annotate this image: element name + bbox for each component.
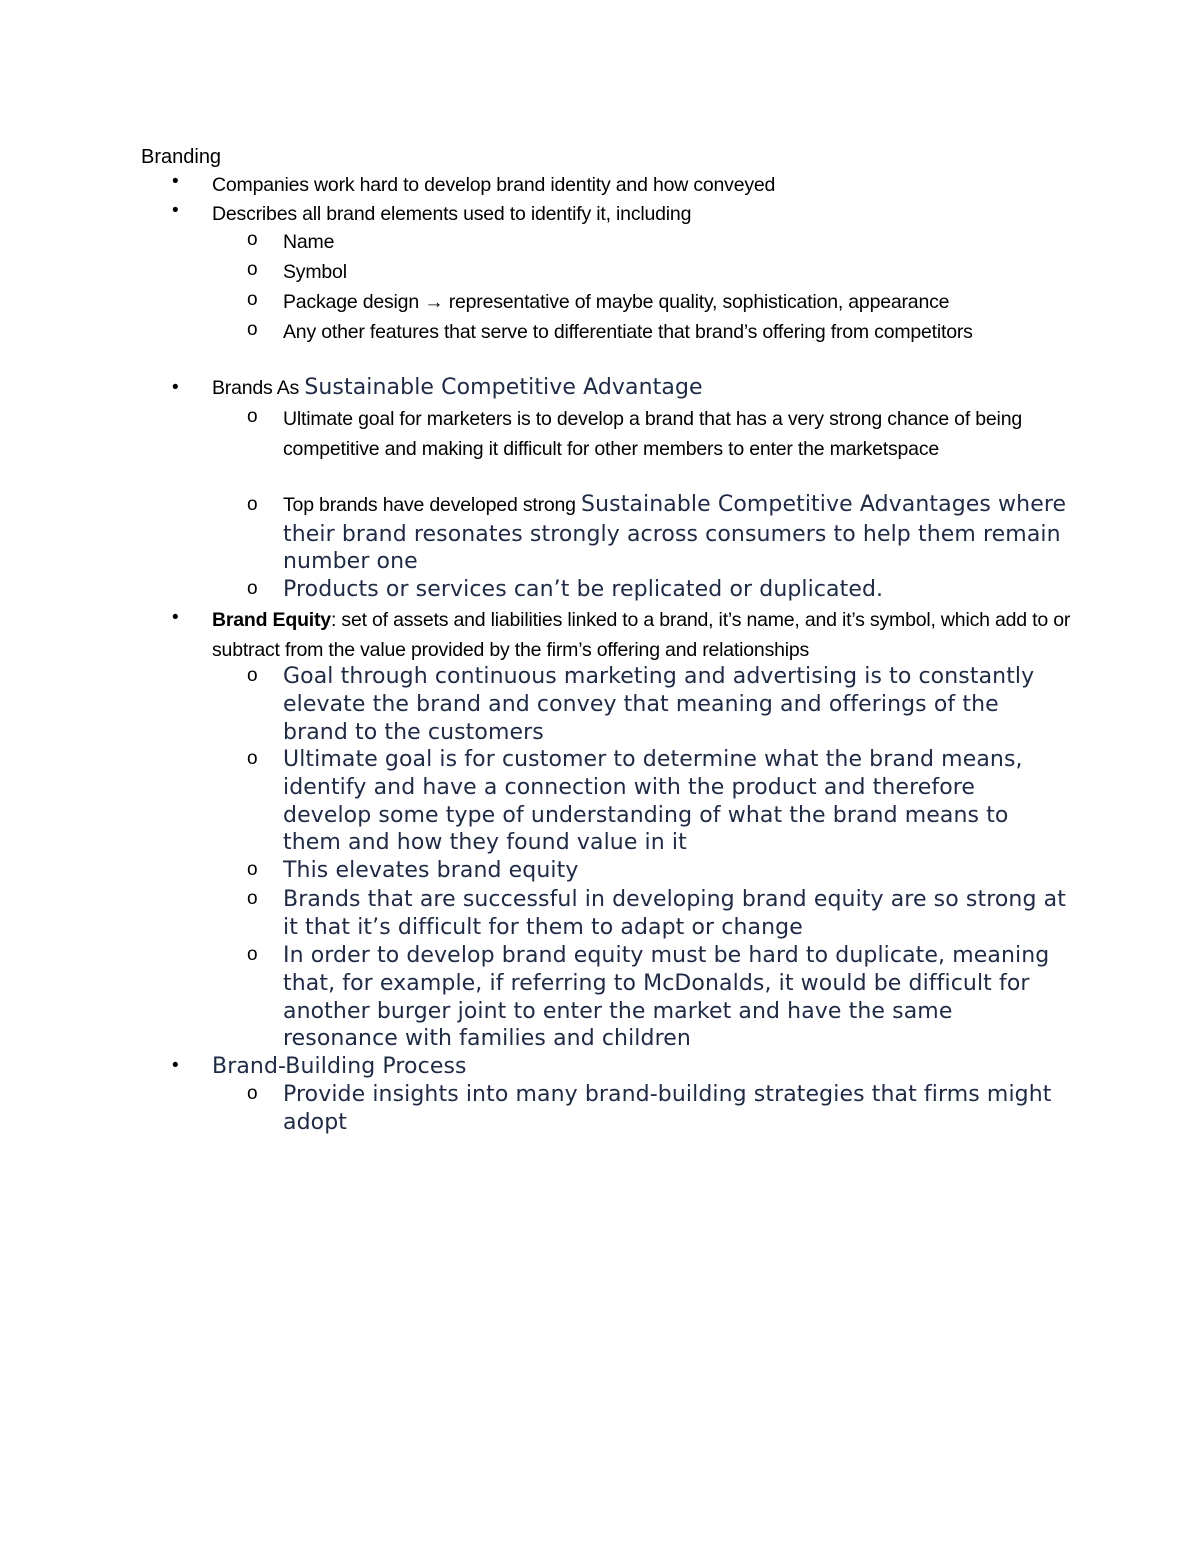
bullet-brand-equity <box>212 606 1080 665</box>
bullet-marker: • <box>172 377 179 398</box>
bullet-marker: • <box>172 1055 179 1076</box>
sub-bullet-marker: o <box>247 229 258 250</box>
sub-item-not-replicated: Products or services can’t be replicated or duplicated. <box>283 577 884 602</box>
bullet-brand-elements: Describes all brand elements used to identify it, including <box>212 203 692 225</box>
sub-bullet-marker: o <box>247 259 258 280</box>
sub-bullet-marker: o <box>247 319 258 340</box>
sub-bullet-marker: o <box>247 289 258 310</box>
bullet-sustainable-advantage <box>212 374 1080 404</box>
bullet-brand-building-process: Brand-Building Process <box>212 1054 467 1079</box>
sub-item-insights: Provide insights into many brand-building strategies that firms might adopt <box>283 1082 1052 1135</box>
arrow-right-icon: → <box>424 291 444 313</box>
bullet-brand-identity: Companies work hard to develop brand identity and how conveyed <box>212 174 776 196</box>
sub-bullet-marker: o <box>247 888 258 909</box>
sub-item-continuous-marketing: Goal through continuous marketing and advertising is to constantly elevate the brand and convey that meaning and offerings of the brand to the customers <box>283 664 1035 745</box>
sub-item-symbol: Symbol <box>283 261 347 283</box>
bullet-marker: • <box>172 607 179 628</box>
top-brands-desc: Sustainable Competitive Advantages where their brand resonates strongly across consumers to help them remain number one <box>283 492 1067 575</box>
sca-label: Sustainable Competitive Advantage <box>304 375 703 400</box>
top-brands-label: Top brands have developed strong <box>283 494 582 516</box>
sub-item-hard-to-change: Brands that are successful in developing brand equity are so strong at it that it’s difficult for them to adapt or change <box>283 887 1066 940</box>
bullet-marker: • <box>172 171 179 192</box>
bullet-marker: • <box>172 200 179 221</box>
sub-bullet-marker: o <box>247 944 258 965</box>
brand-equity-term: Brand Equity <box>212 609 331 631</box>
sub-bullet-marker: o <box>247 665 258 686</box>
package-design-label: Package design <box>283 291 425 313</box>
sub-bullet-marker: o <box>247 494 258 515</box>
sub-item-name: Name <box>283 231 335 253</box>
brand-equity-definition: : set of assets and liabilities linked to a brand, it’s name, and it’s symbol, which add to or subtract from the value provided by the firm’s offering and relationships <box>212 609 1071 661</box>
sub-bullet-marker: o <box>247 578 258 599</box>
sub-item-elevates-equity: This elevates brand equity <box>283 858 579 883</box>
sub-bullet-marker: o <box>247 859 258 880</box>
sub-bullet-marker: o <box>247 1083 258 1104</box>
sub-bullet-marker: o <box>247 748 258 769</box>
brands-as-label: Brands As <box>212 377 305 399</box>
sub-item-other-features: Any other features that serve to differentiate that brand’s offering from competitors <box>283 321 973 343</box>
sub-item-package-design <box>283 288 1070 318</box>
sub-item-ultimate-goal-marketers: Ultimate goal for marketers is to develop a brand that has a very strong chance of being competitive and making it difficult for other members to enter the marketspace <box>283 408 1022 460</box>
sub-item-hard-to-duplicate: In order to develop brand equity must be hard to duplicate, meaning that, for example, if referring to McDonalds, it would be difficult for another burger joint to enter the market and have the same resonance with families and children <box>283 943 1050 1052</box>
sub-bullet-marker: o <box>247 406 258 427</box>
sub-item-customer-connection: Ultimate goal is for customer to determine what the brand means, identify and have a connection with the product and therefore develop some type of understanding of what the brand means to them and how they found value in it <box>283 747 1023 856</box>
sub-item-top-brands <box>283 491 1070 576</box>
package-design-desc: representative of maybe quality, sophistication, appearance <box>443 291 950 313</box>
page-title: Branding <box>141 146 222 168</box>
